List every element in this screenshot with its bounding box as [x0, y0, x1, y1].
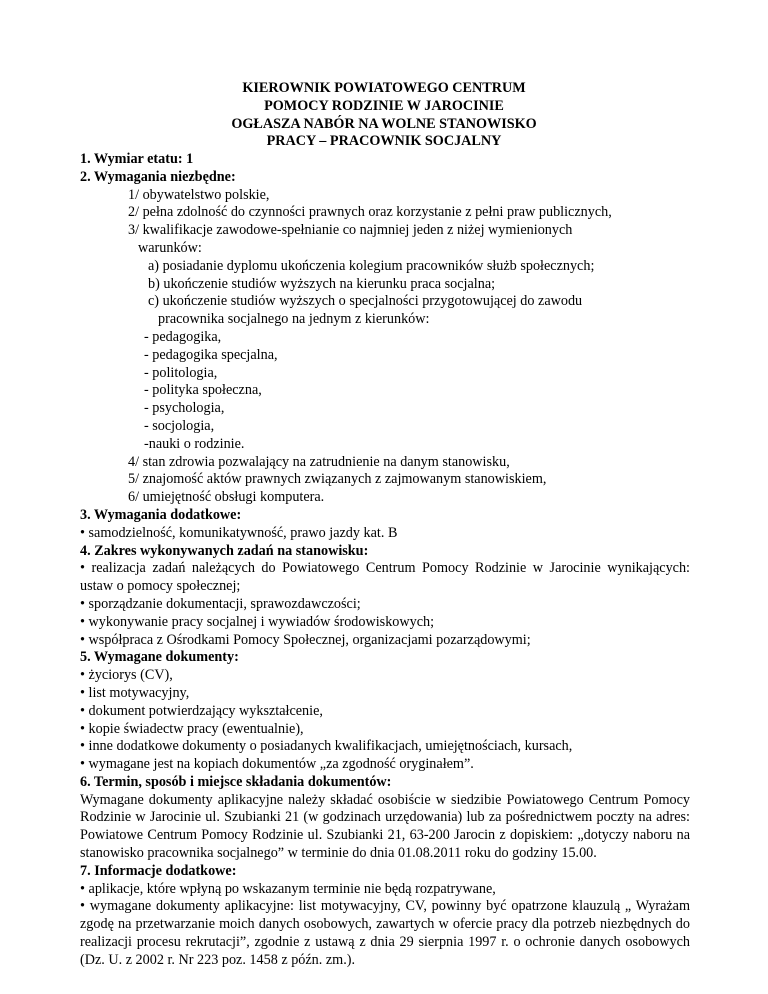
list-item: • sporządzanie dokumentacji, sprawozdawczości; — [80, 596, 690, 614]
document-title — [0, 80, 768, 151]
condition-c: c) ukończenie studiów wyższych o specjalności przygotowującej do zawodu — [148, 293, 583, 310]
requirement-6: 6/ umiejętność obsługi komputera. — [128, 489, 325, 506]
section-4-heading: 4. Zakres wykonywanych zadań na stanowisku: — [80, 542, 369, 559]
title-line-4: PRACY – PRACOWNIK SOCJALNY — [266, 133, 502, 150]
list-item: • aplikacje, które wpłyną po wskazanym terminie nie będą rozpatrywane, — [80, 881, 690, 899]
title-line-2: POMOCY RODZINIE W JAROCINIE — [264, 97, 504, 114]
list-item: • inne dodatkowe dokumenty o posiadanych kwalifikacjach, umiejętnościach, kursach, — [80, 738, 690, 756]
title-line-3: OGŁASZA NABÓR NA WOLNE STANOWISKO — [231, 115, 537, 132]
list-item: • samodzielność, komunikatywność, prawo jazdy kat. B — [80, 525, 690, 543]
submission-paragraph: Wymagane dokumenty aplikacyjne należy składać osobiście w siedzibie Powiatowego Centrum Pomocy Rodzinie w Jarocinie ul. Szubianki 21 (w godzinach urzędowania) lub za pośrednictwem poczty na adres: Powiatowe Centrum Pomocy Rodzinie ul. Szubianki 21, 63-200 Jarocin z dopiskiem: „dotyczy naboru na stanowisko pracownika socjalnego” w terminie do dnia 01.08.2011 roku do godziny 15.00. — [80, 791, 690, 862]
requirement-5: 5/ znajomość aktów prawnych związanych z zajmowanym stanowiskiem, — [128, 471, 547, 488]
section-6-heading: 6. Termin, sposób i miejsce składania dokumentów: — [80, 773, 392, 790]
document-body — [80, 151, 690, 970]
section-1-heading: 1. Wymiar etatu: 1 — [80, 151, 194, 167]
field-of-study: - pedagogika, — [144, 328, 222, 345]
requirement-3: 3/ kwalifikacje zawodowe-spełnianie co najmniej jeden z niżej wymienionych — [128, 222, 573, 239]
list-item: • życiorys (CV), — [80, 667, 690, 685]
field-of-study: - polityka społeczna, — [144, 382, 262, 399]
field-of-study: - psychologia, — [144, 400, 225, 417]
list-item: • list motywacyjny, — [80, 685, 690, 703]
condition-a: a) posiadanie dyplomu ukończenia kolegium pracowników służb społecznych; — [148, 257, 595, 274]
field-of-study: - socjologia, — [144, 417, 215, 434]
section-7-heading: 7. Informacje dodatkowe: — [80, 862, 237, 879]
section-5-heading: 5. Wymagane dokumenty: — [80, 649, 239, 666]
list-item: • współpraca z Ośrodkami Pomocy Społecznej, organizacjami pozarządowymi; — [80, 632, 690, 650]
requirement-3-cont: warunków: — [138, 239, 202, 256]
condition-c-cont: pracownika socjalnego na jednym z kierunków: — [158, 311, 430, 328]
list-item: • dokument potwierdzający wykształcenie, — [80, 703, 690, 721]
requirement-1: 1/ obywatelstwo polskie, — [128, 186, 270, 203]
list-item: • kopie świadectw pracy (ewentualnie), — [80, 721, 690, 739]
section-2-heading: 2. Wymagania niezbędne: — [80, 168, 236, 185]
list-item: • realizacja zadań należących do Powiatowego Centrum Pomocy Rodzinie w Jarocinie wynikających: ustaw o pomocy społecznej; — [80, 560, 690, 596]
requirement-2: 2/ pełna zdolność do czynności prawnych oraz korzystanie z pełni praw publicznych, — [128, 204, 612, 221]
field-of-study: - politologia, — [144, 364, 218, 381]
list-item: • wymagane jest na kopiach dokumentów „za zgodność oryginałem”. — [80, 756, 690, 774]
title-line-1: KIEROWNIK POWIATOWEGO CENTRUM — [242, 80, 526, 96]
field-of-study: - pedagogika specjalna, — [144, 346, 278, 363]
requirement-4: 4/ stan zdrowia pozwalający na zatrudnienie na danym stanowisku, — [128, 453, 510, 470]
list-item: • wymagane dokumenty aplikacyjne: list motywacyjny, CV, powinny być opatrzone klauzulą „ Wyrażam zgodę na przetwarzanie moich danych osobowych, zawartych w ofercie pracy dla potrzeb niezbędnych do realizacji procesu rekrutacji”, zgodnie z ustawą z dnia 29 sierpnia 1997 r. o ochronie danych osobowych (Dz. U. z 2002 r. Nr 223 poz. 1458 z późn. zm.). — [80, 898, 690, 969]
list-item: • wykonywanie pracy socjalnej i wywiadów środowiskowych; — [80, 614, 690, 632]
condition-b: b) ukończenie studiów wyższych na kierunku praca socjalna; — [148, 275, 496, 292]
field-of-study: -nauki o rodzinie. — [144, 435, 245, 452]
section-3-heading: 3. Wymagania dodatkowe: — [80, 506, 242, 523]
